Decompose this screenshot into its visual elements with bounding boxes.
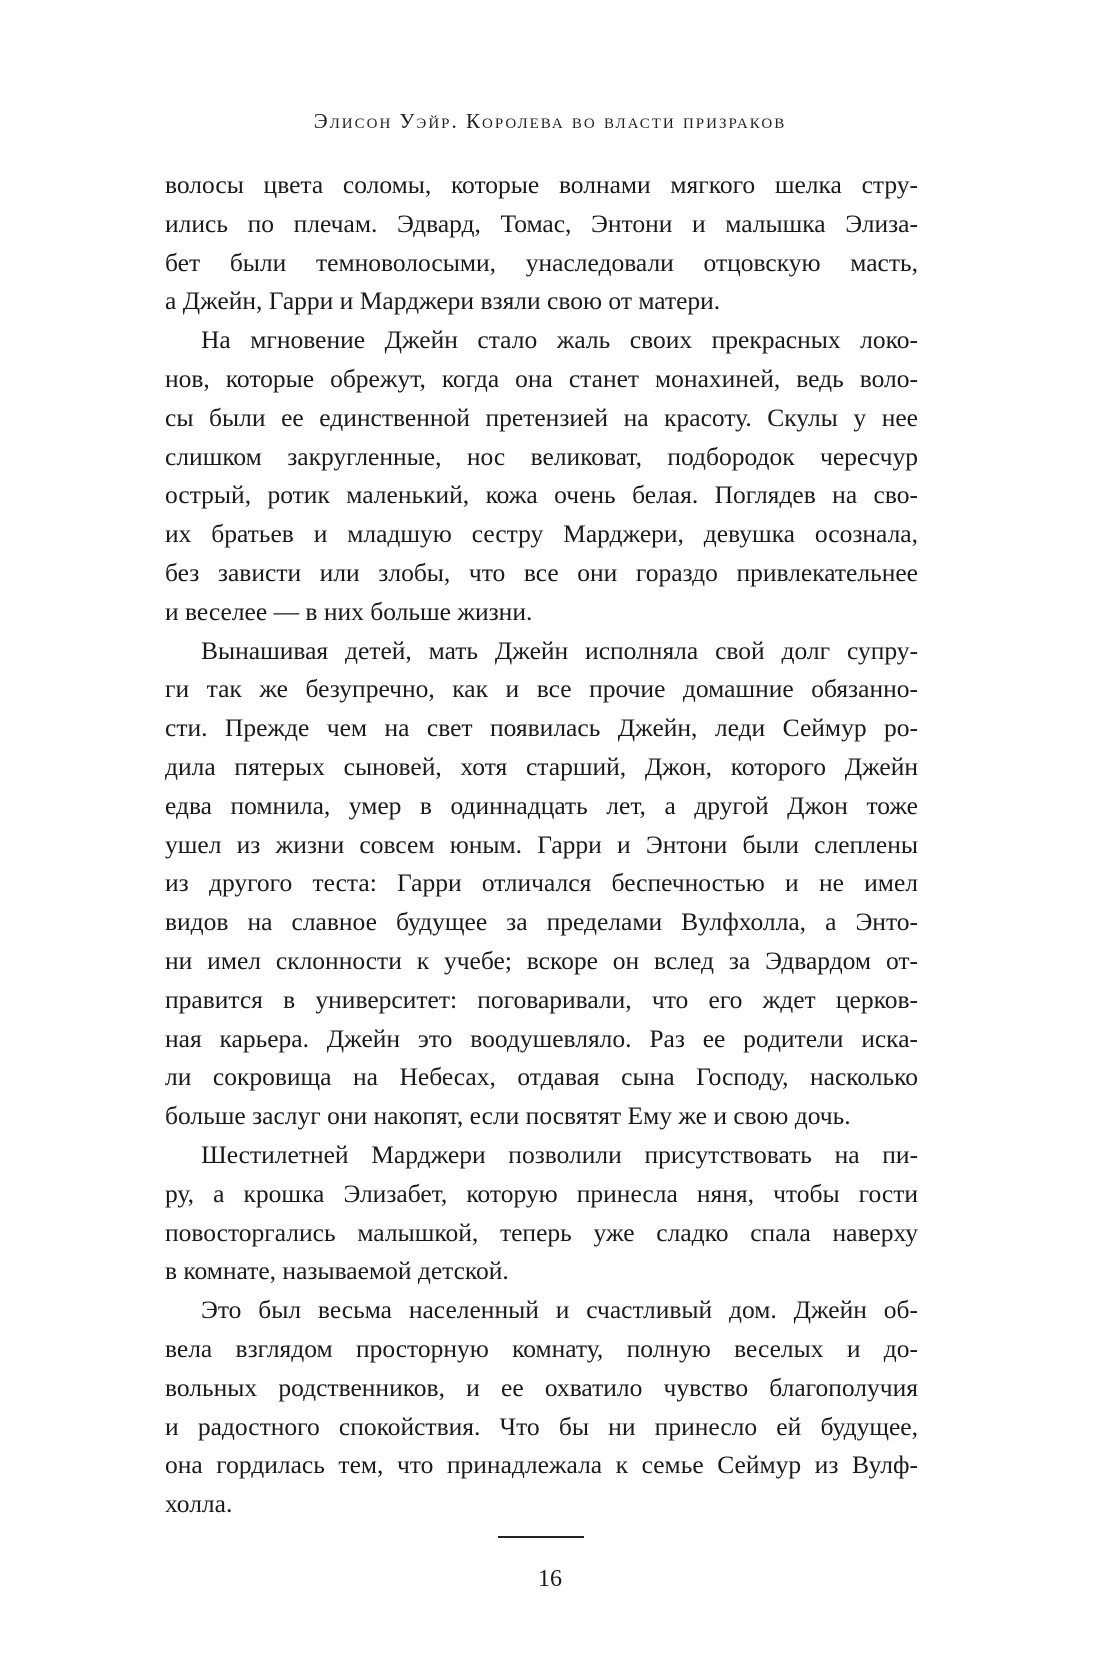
text-line: она гордилась тем, что принадлежала к семье Сеймур из Вулф- [165, 1450, 918, 1480]
text-line: Это был весьма населенный и счастливый дом. Джейн об- [201, 1295, 918, 1325]
text-line: слишком закругленные, нос великоват, подбородок чересчур [165, 441, 918, 471]
paragraph [165, 166, 918, 321]
text-line: и радостного спокойствия. Что бы ни принесло ей будущее, [165, 1411, 918, 1441]
text-line: холла. [165, 1489, 233, 1519]
page-number: 16 [538, 1565, 562, 1592]
text-line: едва помнила, умер в одиннадцать лет, а другой Джон тоже [165, 790, 918, 820]
text-line: нов, которые обрежут, когда она станет монахиней, ведь воло- [165, 363, 918, 393]
paragraph [165, 632, 918, 1136]
text-line: вела взглядом просторную комнату, полную веселых и до- [165, 1333, 918, 1363]
paragraph [165, 321, 918, 631]
text-line: дила пятерых сыновей, хотя старший, Джон, которого Джейн [165, 751, 918, 781]
paragraph [165, 1136, 918, 1291]
text-line: правится в университет: поговаривали, что его ждет церков- [165, 984, 918, 1014]
text-line: острый, ротик маленький, кожа очень белая. Поглядев на сво- [165, 480, 918, 510]
text-line: бет были темноволосыми, унаследовали отцовскую масть, [165, 247, 918, 277]
paragraph [165, 1291, 918, 1524]
text-line: ушел из жизни совсем юным. Гарри и Энтони были слеплены [165, 829, 918, 859]
text-line: Шестилетней Марджери позволили присутствовать на пи- [201, 1139, 918, 1169]
text-line: Вынашивая детей, мать Джейн исполняла свой долг супру- [201, 635, 918, 665]
text-line: без зависти или злобы, что все они гораздо привлекательнее [165, 557, 918, 587]
text-line: ились по плечам. Эдвард, Томас, Энтони и малышка Элиза- [165, 208, 918, 238]
text-line: ру, а крошка Элизабет, которую принесла няня, чтобы гости [165, 1178, 918, 1208]
text-line: их братьев и младшую сестру Марджери, девушка осознала, [165, 519, 918, 549]
text-line: из другого теста: Гарри отличался беспечностью и не имел [165, 868, 918, 898]
text-line: ли сокровища на Небесах, отдавая сына Господу, насколько [165, 1062, 918, 1092]
text-line: и веселее — в них больше жизни. [165, 596, 533, 626]
text-line: а Джейн, Гарри и Марджери взяли свою от матери. [165, 286, 721, 316]
running-header: Элисон Уэйр. Королева во власти призраков [313, 109, 787, 133]
footer-divider [498, 1536, 584, 1538]
text-line: волосы цвета соломы, которые волнами мягкого шелка стру- [165, 170, 918, 199]
text-line: На мгновение Джейн стало жаль своих прекрасных локо- [201, 325, 918, 355]
body-text [165, 166, 918, 1524]
text-line: ги так же безупречно, как и все прочие домашние обязанно- [165, 674, 918, 704]
text-line: в комнате, называемой детской. [165, 1256, 509, 1286]
text-line: сы были ее единственной претензией на красоту. Скулы у нее [165, 402, 918, 432]
text-line: видов на славное будущее за пределами Вулфхолла, а Энто- [165, 907, 918, 937]
text-line: ная карьера. Джейн это воодушевляло. Раз ее родители иска- [165, 1023, 918, 1053]
text-line: больше заслуг они накопят, если посвятят Ему же и свою дочь. [165, 1101, 851, 1131]
text-line: сти. Прежде чем на свет появилась Джейн, леди Сеймур ро- [165, 713, 918, 743]
text-line: ни имел склонности к учебе; вскоре он вслед за Эдвардом от- [165, 945, 918, 975]
text-line: повосторгались малышкой, теперь уже сладко спала наверху [165, 1217, 918, 1247]
text-line: вольных родственников, и ее охватило чувство благополучия [165, 1372, 918, 1402]
